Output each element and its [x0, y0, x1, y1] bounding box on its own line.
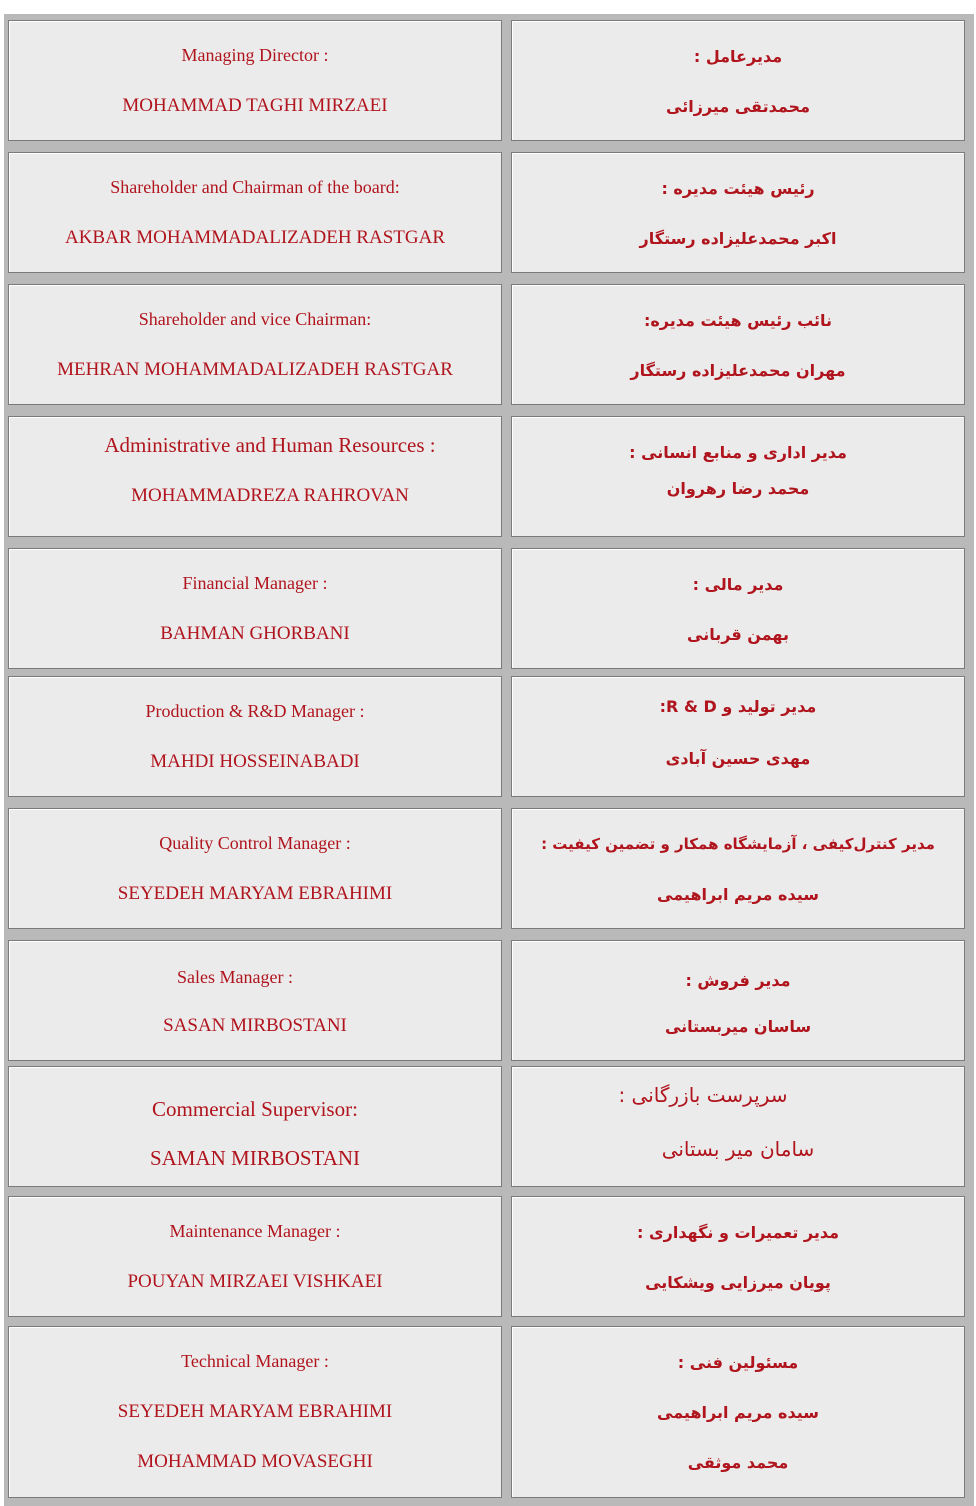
person-name-fa: مهران محمدعلیزاده رستگار	[630, 361, 846, 380]
role-title-fa: رئیس هیئت مدیره :	[661, 179, 815, 198]
persian-cell	[511, 1326, 965, 1498]
table-row	[8, 940, 970, 1061]
role-title: Quality Control Manager :	[159, 833, 351, 853]
role-title: Commercial Supervisor:	[152, 1097, 358, 1121]
english-cell	[8, 1196, 502, 1317]
person-name-fa: سامان میر بستانی	[661, 1137, 815, 1161]
english-cell	[8, 284, 502, 405]
table-row	[8, 284, 970, 405]
role-title-fa: مدیرعامل :	[693, 47, 783, 66]
person-name-fa: محمد رضا رهروان	[666, 479, 810, 498]
table-row	[8, 808, 970, 929]
persian-cell	[511, 416, 965, 537]
persian-cell	[511, 940, 965, 1061]
table-row	[8, 548, 970, 669]
person-name: MOHAMMADREZA RAHROVAN	[131, 485, 409, 506]
role-title-fa: مدیر کنترل‌کیفی ، آزمایشگاه همکار و تضمین کیفیت :	[541, 835, 935, 853]
english-cell	[8, 808, 502, 929]
person-name-fa: اکبر محمدعلیزاده رستگار	[639, 229, 837, 248]
role-title: Financial Manager :	[182, 573, 328, 593]
role-title-fa: مدیر تولید و R & D:	[659, 697, 817, 716]
table-row	[8, 676, 970, 797]
persian-cell	[511, 808, 965, 929]
role-title-fa: نائب رئیس هیئت مدیره:	[643, 311, 833, 330]
table-row	[8, 1326, 970, 1498]
table-row	[8, 152, 970, 273]
english-cell	[8, 416, 502, 537]
role-title-fa: مدیر فروش :	[685, 971, 791, 990]
persian-cell	[511, 284, 965, 405]
person-name-fa: محمدتقی میرزائی	[666, 97, 810, 116]
english-cell	[8, 940, 502, 1061]
person-name: SEYEDEH MARYAM EBRAHIMI	[117, 883, 393, 904]
person-name: MAHDI HOSSEINABADI	[150, 751, 360, 772]
persian-cell	[511, 1196, 965, 1317]
english-cell	[8, 1326, 502, 1498]
person-name-fa: بهمن قربانی	[687, 625, 789, 644]
persian-cell	[511, 152, 965, 273]
person-name-fa: ساسان میربستانی	[664, 1017, 812, 1036]
person-name: BAHMAN GHORBANI	[160, 623, 350, 644]
table-row	[8, 1066, 970, 1187]
person-name: SASAN MIRBOSTANI	[163, 1015, 347, 1036]
role-title-fa: مدیر مالی :	[692, 575, 784, 594]
english-cell	[8, 152, 502, 273]
english-cell	[8, 1066, 502, 1187]
person-name-fa: مهدی حسین آبادی	[665, 749, 811, 768]
role-title-fa: مسئولین فنی :	[677, 1353, 799, 1372]
table-row	[8, 416, 970, 537]
table-row	[8, 20, 970, 141]
role-title: Shareholder and Chairman of the board:	[110, 177, 400, 197]
role-title-fa: مدیر تعمیرات و نگهداری :	[636, 1223, 840, 1242]
english-cell	[8, 548, 502, 669]
table-row	[8, 1196, 970, 1317]
person-name: AKBAR MOHAMMADALIZADEH RASTGAR	[64, 227, 445, 248]
person-name: SAMAN MIRBOSTANI	[149, 1146, 361, 1170]
persian-cell	[511, 676, 965, 797]
person-name: MOHAMMAD TAGHI MIRZAEI	[122, 95, 388, 116]
person-name: SEYEDEH MARYAM EBRAHIMI	[117, 1401, 393, 1422]
role-title: Technical Manager :	[181, 1351, 329, 1371]
person-name: MOHAMMAD MOVASEGHI	[137, 1451, 373, 1472]
english-cell	[8, 676, 502, 797]
person-name-fa: سیده مریم ابراهیمی	[657, 885, 819, 904]
role-title: Production & R&D Manager :	[145, 701, 365, 721]
persian-cell	[511, 20, 965, 141]
persian-cell	[511, 548, 965, 669]
person-name-fa: سیده مریم ابراهیمی	[657, 1403, 819, 1422]
person-name-fa: محمد موثقی	[687, 1453, 789, 1472]
role-title: Managing Director :	[181, 45, 329, 65]
role-title: Administrative and Human Resources :	[104, 433, 436, 457]
role-title-fa: سرپرست بازرگانی :	[618, 1083, 788, 1107]
role-title: Shareholder and vice Chairman:	[138, 309, 372, 329]
english-cell	[8, 20, 502, 141]
person-name: MEHRAN MOHAMMADALIZADEH RASTGAR	[57, 359, 453, 380]
role-title: Sales Manager :	[177, 967, 293, 987]
person-name-fa: پویان میرزایی ویشکایی	[645, 1273, 831, 1292]
person-name: POUYAN MIRZAEI VISHKAEI	[127, 1271, 383, 1292]
role-title-fa: مدیر اداری و منابع انسانی :	[629, 443, 847, 462]
persian-cell	[511, 1066, 965, 1187]
role-title: Maintenance Manager :	[169, 1221, 341, 1241]
